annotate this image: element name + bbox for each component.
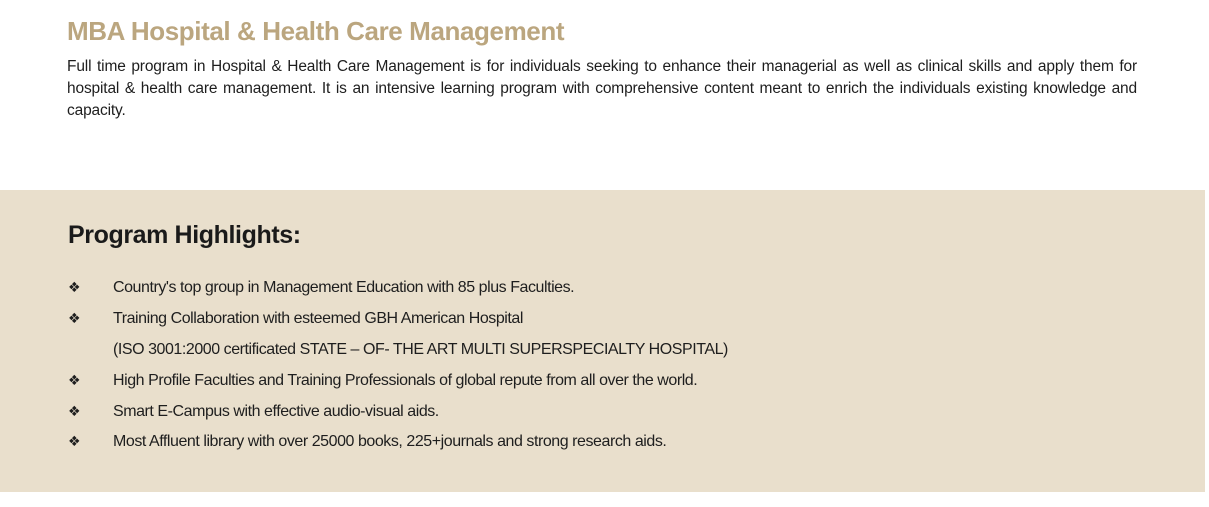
list-item bbox=[68, 273, 1168, 304]
highlight-text: Country's top group in Management Education with 85 plus Faculties. bbox=[113, 279, 575, 297]
program-description: Full time program in Hospital & Health Care Management is for individuals seeking to enhance their managerial as well as clinical skills and apply them for hospital & health care management. It is an intensive learning program with comprehensive content meant to enrich the individuals existing knowledge and capacity. bbox=[67, 58, 1137, 119]
highlight-text: (ISO 3001:2000 certificated STATE – OF- THE ART MULTI SUPERSPECIALTY HOSPITAL) bbox=[113, 340, 728, 358]
highlight-text: Smart E-Campus with effective audio-visual aids. bbox=[113, 402, 439, 420]
four-diamond-bullet-icon: ❖ bbox=[68, 434, 81, 451]
page-title: MBA Hospital & Health Care Management bbox=[67, 16, 565, 46]
list-item bbox=[68, 427, 1168, 458]
highlight-text: Training Collaboration with esteemed GBH American Hospital bbox=[113, 310, 523, 328]
intro-section bbox=[67, 14, 1137, 122]
highlights-heading: Program Highlights: bbox=[68, 221, 301, 249]
list-item bbox=[68, 304, 1168, 335]
list-item bbox=[68, 396, 1168, 427]
four-diamond-bullet-icon: ❖ bbox=[68, 403, 81, 420]
highlights-list bbox=[68, 273, 1168, 458]
four-diamond-bullet-icon: ❖ bbox=[68, 280, 81, 297]
list-item-continuation bbox=[68, 335, 1168, 366]
list-item bbox=[68, 365, 1168, 396]
highlight-text: Most Affluent library with over 25000 books, 225+journals and strong research aids. bbox=[113, 433, 667, 451]
four-diamond-bullet-icon: ❖ bbox=[68, 372, 81, 389]
four-diamond-bullet-icon: ❖ bbox=[68, 311, 81, 328]
highlight-text: High Profile Faculties and Training Professionals of global repute from all over the world. bbox=[113, 371, 698, 389]
program-highlights-panel bbox=[0, 190, 1205, 492]
